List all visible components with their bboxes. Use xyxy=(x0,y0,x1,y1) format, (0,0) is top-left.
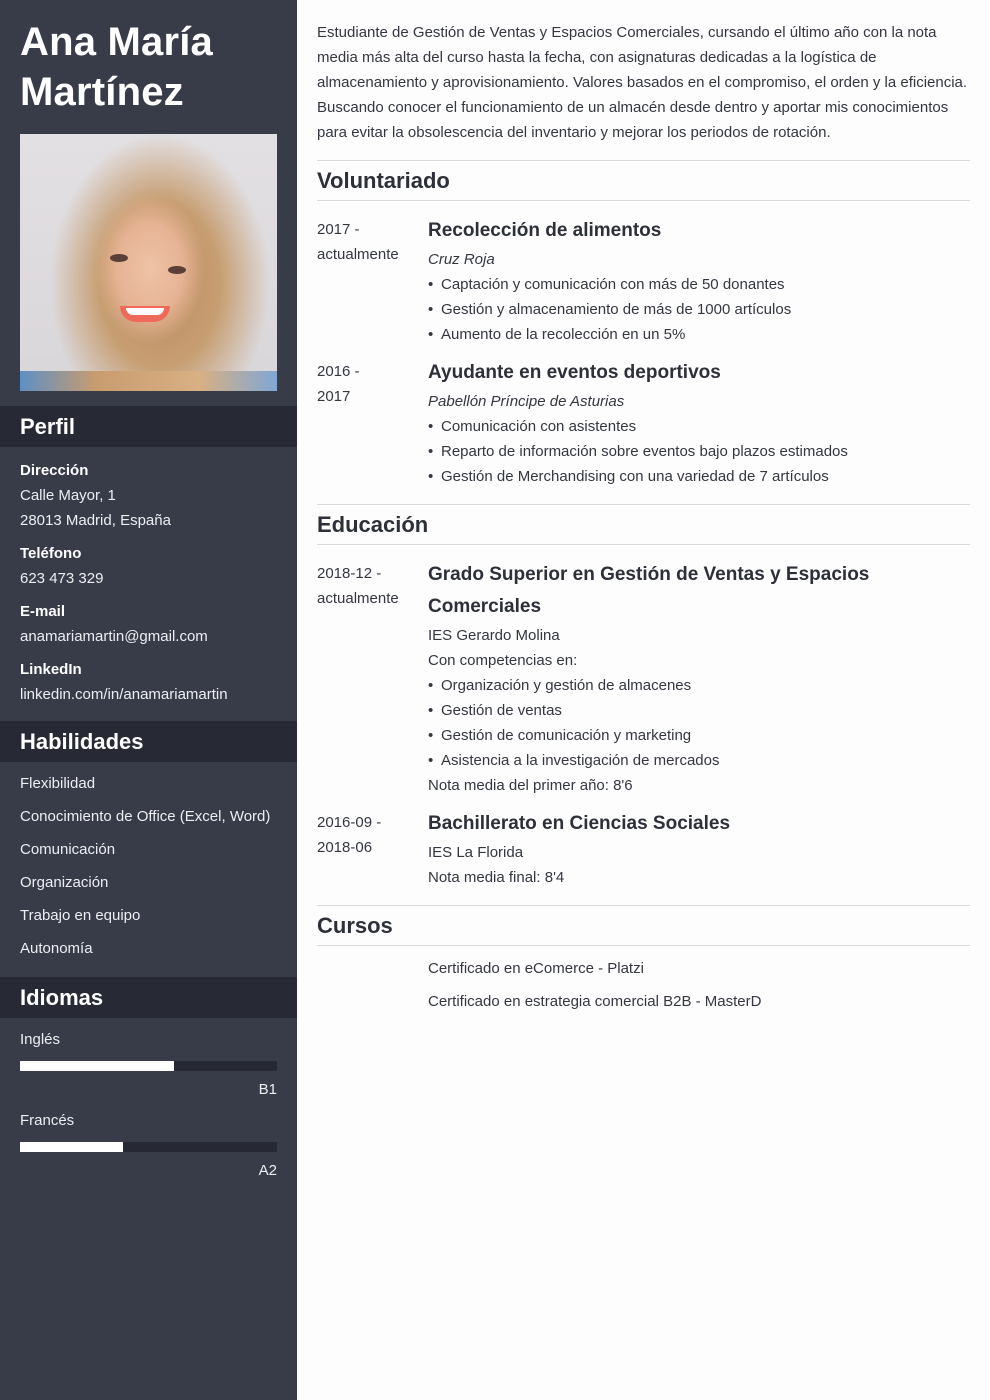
language-item xyxy=(20,1109,277,1190)
language-level-bar xyxy=(20,1142,277,1152)
language-name: Inglés xyxy=(20,1031,61,1048)
email-group xyxy=(20,599,280,649)
bullet-item: • Gestión de Merchandising con una variedad de 7 artículos xyxy=(428,464,970,489)
entry-title: Recolección de alimentos xyxy=(428,220,662,241)
entry-school: IES La Florida xyxy=(428,844,524,861)
skill-item: Trabajo en equipo xyxy=(20,907,141,924)
entry-organization: Cruz Roja xyxy=(428,251,495,268)
language-level-bar xyxy=(20,1061,277,1071)
section-title: Voluntariado xyxy=(317,160,970,201)
entry-title: Bachillerato en Ciencias Sociales xyxy=(428,813,731,834)
language-item xyxy=(20,1028,277,1109)
date-end: actualmente xyxy=(317,590,399,607)
section-header-profile: Perfil xyxy=(0,406,297,447)
name-last: Martínez xyxy=(20,70,184,114)
contact-info xyxy=(20,458,280,715)
bullet-item: • Reparto de información sobre eventos bajo plazos estimados xyxy=(428,439,970,464)
entry-date xyxy=(317,808,428,890)
section-title: Cursos xyxy=(317,905,970,946)
skill-item: Comunicación xyxy=(20,841,116,858)
language-level-fill xyxy=(20,1061,174,1071)
photo-detail xyxy=(168,266,186,274)
linkedin-link[interactable]: linkedin.com/in/anamariamartin xyxy=(20,686,228,703)
bullet-item: • Captación y comunicación con más de 50 donantes xyxy=(428,272,970,297)
entry-organization: Pabellón Príncipe de Asturias xyxy=(428,393,625,410)
courses-list xyxy=(428,956,970,1014)
entry-body xyxy=(428,559,970,798)
email-link[interactable]: anamariamartin@gmail.com xyxy=(20,628,208,645)
entry-body xyxy=(428,808,970,890)
email-label: E-mail xyxy=(20,603,66,620)
date-start: 2016-09 - xyxy=(317,814,382,831)
address-line1: Calle Mayor, 1 xyxy=(20,487,116,504)
education-entry xyxy=(317,559,970,798)
date-end: actualmente xyxy=(317,246,399,263)
phone-value[interactable]: 623 473 329 xyxy=(20,570,104,587)
language-level: A2 xyxy=(258,1162,277,1179)
photo-detail xyxy=(110,254,128,262)
skill-item: Autonomía xyxy=(20,940,93,957)
section-education xyxy=(317,504,970,890)
date-end: 2018-06 xyxy=(317,839,373,856)
entry-note: Nota media del primer año: 8'6 xyxy=(428,777,633,794)
address-line2: 28013 Madrid, España xyxy=(20,512,171,529)
skills-list xyxy=(20,771,290,969)
entry-note: Nota media final: 8'4 xyxy=(428,869,565,886)
bullet-item: • Gestión y almacenamiento de más de 1000 artículos xyxy=(428,297,970,322)
linkedin-label: LinkedIn xyxy=(20,661,82,678)
entry-body xyxy=(428,357,970,489)
bullet-item: • Comunicación con asistentes xyxy=(428,414,970,439)
section-volunteering xyxy=(317,160,970,489)
candidate-name xyxy=(0,0,297,117)
language-level: B1 xyxy=(258,1081,277,1098)
phone-label: Teléfono xyxy=(20,545,82,562)
photo-detail xyxy=(126,308,164,315)
entry-title: Ayudante en eventos deportivos xyxy=(428,362,721,383)
date-start: 2018-12 - xyxy=(317,565,382,582)
profile-photo xyxy=(20,134,277,391)
education-entry xyxy=(317,808,970,890)
photo-detail xyxy=(20,371,277,391)
entry-date xyxy=(317,215,428,347)
course-item: Certificado en estrategia comercial B2B - MasterD xyxy=(428,993,762,1010)
bullet-item: • Gestión de ventas xyxy=(428,698,970,723)
bullet-item: • Gestión de comunicación y marketing xyxy=(428,723,970,748)
entry-intro: Con competencias en: xyxy=(428,652,578,669)
profile-summary: Estudiante de Gestión de Ventas y Espacios Comerciales, cursando el último año con la nota media más alta del curso hasta la fecha, con asignaturas dedicadas a la logística de almacenamiento y aprovisionamiento. Valores basados en el compromiso, el orden y la eficiencia. Buscando conocer el funcionamiento de un almacén desde dentro y aportar mis conocimientos para evitar la obsolescencia del inventario y mejorar los periodos de rotación. xyxy=(317,24,968,141)
sidebar xyxy=(0,0,297,1400)
entry-bullets xyxy=(428,414,970,489)
entry-title: Grado Superior en Gestión de Ventas y Espacios Comerciales xyxy=(428,564,870,617)
skill-item: Flexibilidad xyxy=(20,775,96,792)
volunteer-entry xyxy=(317,215,970,347)
date-end: 2017 xyxy=(317,388,351,405)
linkedin-group xyxy=(20,657,280,707)
phone-group xyxy=(20,541,280,591)
date-start: 2017 - xyxy=(317,221,360,238)
entry-body xyxy=(428,215,970,347)
entry-school: IES Gerardo Molina xyxy=(428,627,560,644)
section-header-skills: Habilidades xyxy=(0,721,297,762)
course-item: Certificado en eComerce - Platzi xyxy=(428,960,644,977)
bullet-item: • Aumento de la recolección en un 5% xyxy=(428,322,970,347)
skill-item: Conocimiento de Office (Excel, Word) xyxy=(20,808,271,825)
language-level-fill xyxy=(20,1142,123,1152)
bullet-item: • Organización y gestión de almacenes xyxy=(428,673,970,698)
skill-item: Organización xyxy=(20,874,109,891)
date-start: 2016 - xyxy=(317,363,360,380)
bullet-item: • Asistencia a la investigación de mercados xyxy=(428,748,970,773)
name-first: Ana María xyxy=(20,20,213,64)
entry-date xyxy=(317,559,428,798)
languages-list xyxy=(20,1028,277,1190)
language-name: Francés xyxy=(20,1112,75,1129)
address-group xyxy=(20,458,280,533)
main-content xyxy=(317,20,970,1022)
address-label: Dirección xyxy=(20,462,89,479)
section-title: Educación xyxy=(317,504,970,545)
volunteer-entry xyxy=(317,357,970,489)
entry-date xyxy=(317,357,428,489)
section-courses xyxy=(317,905,970,1014)
section-header-languages: Idiomas xyxy=(0,977,297,1018)
entry-bullets xyxy=(428,673,970,773)
entry-bullets xyxy=(428,272,970,347)
